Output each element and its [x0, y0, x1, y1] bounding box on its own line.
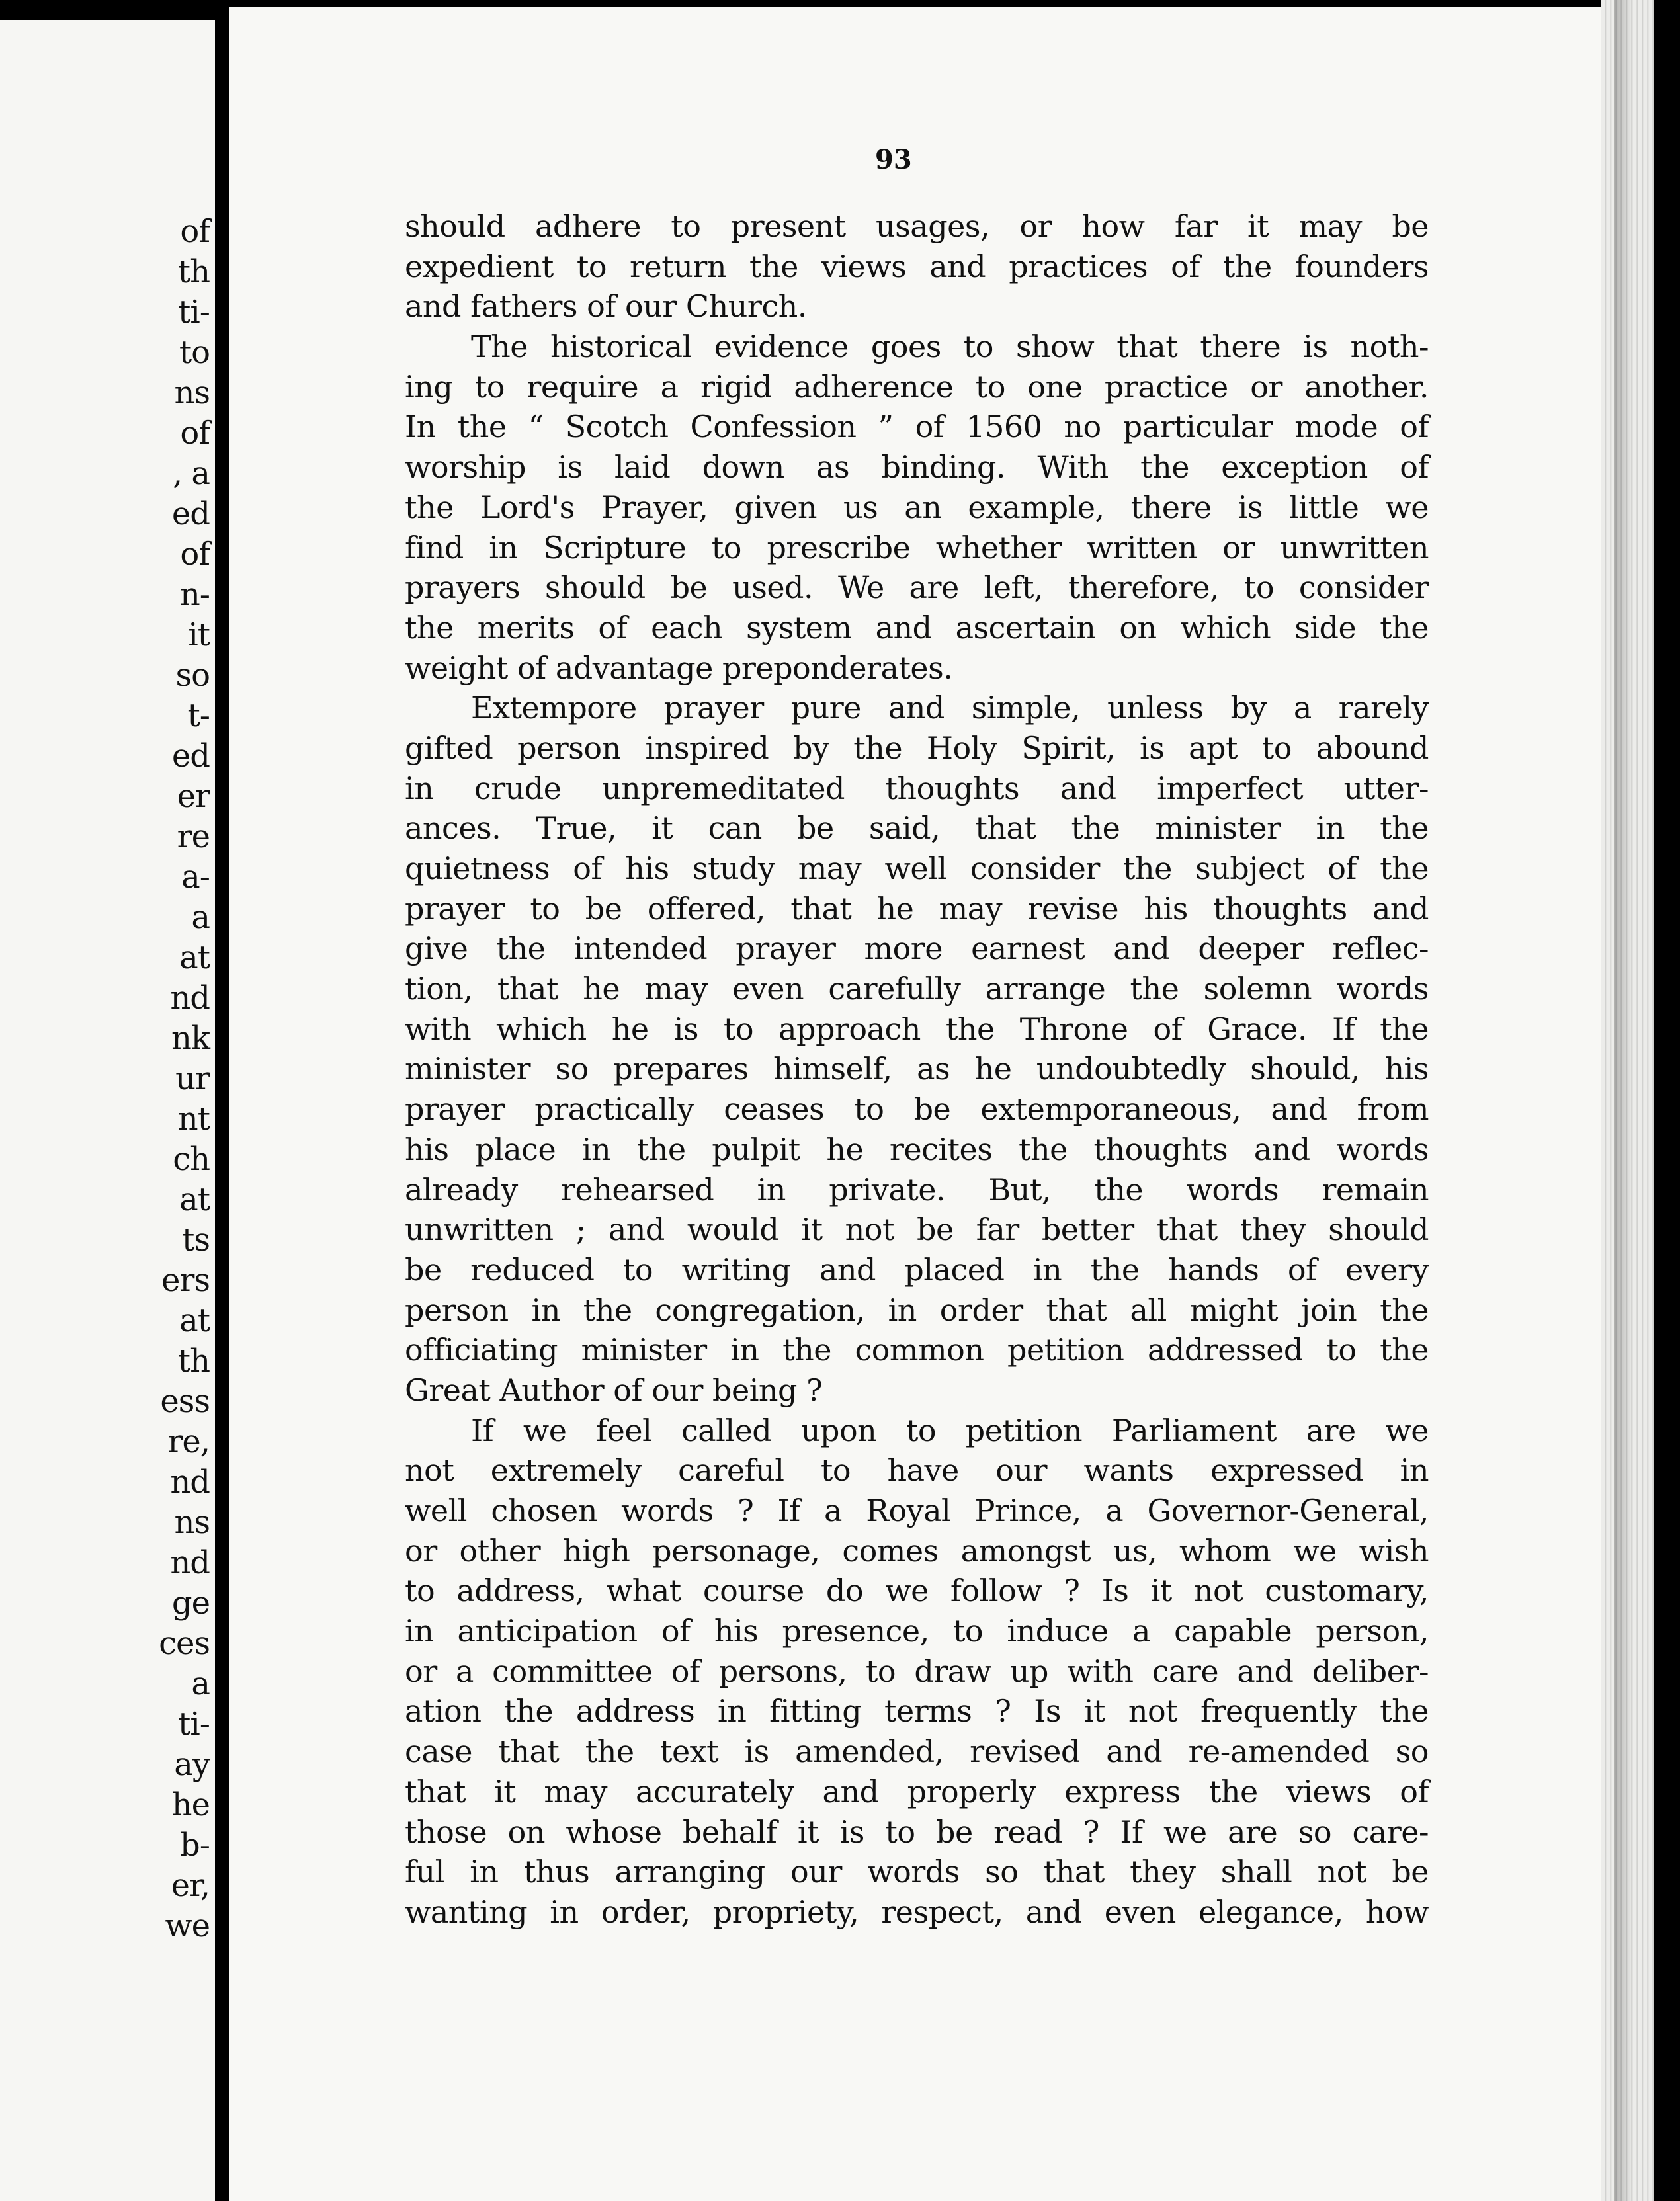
facing-page-fragment: a	[191, 899, 210, 936]
facing-page-fragment: of	[180, 415, 210, 452]
facing-page-fragment: ay	[174, 1746, 210, 1783]
text-line: or other high personage, comes amongst us, whom we wish	[405, 1532, 1429, 1569]
text-line: person in the congregation, in order that all might join the	[405, 1292, 1429, 1328]
text-line: gifted person inspired by the Holy Spirit, is apt to abound	[405, 729, 1429, 766]
text-line: ful in thus arranging our words so that they shall not be	[405, 1854, 1429, 1890]
facing-page-fragment: he	[171, 1786, 210, 1823]
facing-page-fragment: it	[188, 616, 210, 653]
facing-page-fragment: th	[177, 253, 210, 290]
facing-page-fragment: ns	[174, 374, 210, 411]
facing-page-fragment: , a	[172, 455, 210, 492]
facing-page-fragment: ti-	[178, 1706, 210, 1743]
facing-page-fragment: th	[177, 1343, 210, 1380]
facing-page-fragment: er,	[171, 1867, 210, 1904]
text-line: officiating minister in the common petition addressed to the	[405, 1332, 1429, 1368]
facing-page-fragment: er	[177, 778, 210, 815]
facing-page-fragment: ts	[182, 1222, 210, 1259]
facing-page-fragment: at	[179, 1302, 210, 1339]
text-line: Great Author of our being ?	[405, 1372, 823, 1408]
text-line: wanting in order, propriety, respect, and even elegance, how	[405, 1893, 1429, 1930]
text-line: prayer to be offered, that he may revise his thoughts and	[405, 890, 1429, 927]
facing-page-fragment: t-	[187, 697, 210, 734]
text-line: minister so prepares himself, as he undoubtedly should, his	[405, 1051, 1429, 1087]
text-line: or a committee of persons, to draw up with care and deliber-	[405, 1653, 1429, 1689]
page-number: 93	[875, 144, 912, 175]
facing-page-fragment: ed	[171, 495, 210, 532]
facing-page-fragment: re,	[167, 1423, 210, 1460]
facing-page-left	[0, 20, 215, 2201]
text-line: the merits of each system and ascertain on which side the	[405, 609, 1429, 645]
page-edge-shadow	[1614, 0, 1634, 2201]
text-line: give the intended prayer more earnest and deeper reflec-	[405, 931, 1429, 967]
facing-page-fragment: ch	[173, 1141, 210, 1178]
text-line: well chosen words ? If a Royal Prince, a Governor-General,	[405, 1493, 1429, 1528]
text-line: expedient to return the views and practices of the founders	[405, 248, 1429, 284]
facing-page-fragment: ces	[159, 1625, 210, 1662]
text-line: case that the text is amended, revised and re-amended so	[405, 1733, 1429, 1770]
text-line: unwritten ; and would it not be far better that they should	[405, 1212, 1429, 1248]
facing-page-fragment: so	[175, 657, 210, 694]
text-line: his place in the pulpit he recites the thoughts and words	[405, 1131, 1429, 1167]
text-line: the Lord's Prayer, given us an example, there is little we	[405, 489, 1429, 525]
text-line: quietness of his study may well consider the subject of the	[405, 851, 1429, 886]
facing-page-fragment: ers	[161, 1262, 210, 1299]
facing-page-fragment: we	[165, 1907, 210, 1944]
text-line: prayers should be used. We are left, therefore, to consider	[405, 569, 1429, 606]
facing-page-fragment: nd	[170, 1464, 210, 1501]
text-line: In the “ Scotch Confession ” of 1560 no particular mode of	[405, 409, 1429, 445]
facing-page-text-fragments	[0, 212, 215, 1946]
facing-page-fragment: of	[180, 536, 210, 573]
text-line: find in Scripture to prescribe whether written or unwritten	[405, 529, 1429, 565]
text-line: ing to require a rigid adherence to one practice or another.	[405, 368, 1429, 405]
facing-page-fragment: ess	[160, 1383, 210, 1420]
text-line: with which he is to approach the Throne of Grace. If the	[405, 1011, 1429, 1047]
facing-page-fragment: nd	[170, 979, 210, 1017]
facing-page-fragment: nd	[170, 1544, 210, 1581]
text-line: be reduced to writing and placed in the hands of every	[405, 1251, 1429, 1288]
text-line: weight of advantage preponderates.	[405, 649, 953, 686]
facing-page-fragment: at	[179, 1181, 210, 1218]
text-line: should adhere to present usages, or how far it may be	[405, 208, 1429, 244]
facing-page-fragment: b-	[180, 1827, 210, 1864]
facing-page-fragment: a-	[181, 858, 210, 895]
facing-page-fragment: n-	[179, 576, 210, 613]
facing-page-fragment: ur	[175, 1060, 210, 1097]
facing-page-fragment: to	[179, 334, 210, 371]
text-line: prayer practically ceases to be extemporaneous, and from	[405, 1091, 1429, 1128]
text-line: tion, that he may even carefully arrange the solemn words	[405, 971, 1429, 1007]
text-line: not extremely careful to have our wants expressed in	[405, 1452, 1429, 1489]
text-line: already rehearsed in private. But, the words remain	[405, 1171, 1429, 1208]
facing-page-fragment: at	[179, 939, 210, 976]
facing-page-fragment: ed	[171, 737, 210, 774]
facing-page-fragment: ti-	[178, 294, 210, 331]
facing-page-fragment: ge	[171, 1585, 210, 1622]
text-line: The historical evidence goes to show that there is noth-	[471, 329, 1429, 365]
facing-page-fragment: of	[180, 213, 210, 250]
text-line: If we feel called upon to petition Parliament are we	[471, 1412, 1429, 1448]
text-line: in crude unpremeditated thoughts and imperfect utter-	[405, 770, 1429, 806]
body-text	[405, 206, 1429, 1932]
facing-page-fragment: nt	[177, 1100, 210, 1138]
text-line: Extempore prayer pure and simple, unless by a rarely	[471, 690, 1429, 726]
facing-page-fragment: ns	[174, 1504, 210, 1541]
text-line: in anticipation of his presence, to induce a capable person,	[405, 1613, 1429, 1649]
text-line: worship is laid down as binding. With the exception of	[405, 449, 1429, 485]
facing-page-fragment: nk	[171, 1020, 210, 1057]
text-line: that it may accurately and properly express the views of	[405, 1773, 1429, 1809]
text-line: ances. True, it can be said, that the minister in the	[405, 810, 1429, 847]
facing-page-fragment: re	[177, 818, 210, 855]
facing-page-fragment: a	[191, 1665, 210, 1702]
text-line: those on whose behalf it is to be read ? If we are so care-	[405, 1813, 1429, 1850]
text-line: ation the address in fitting terms ? Is it not frequently the	[405, 1693, 1429, 1729]
text-line: and fathers of our Church.	[405, 288, 807, 325]
text-line: to address, what course do we follow ? Is it not customary,	[405, 1573, 1429, 1609]
